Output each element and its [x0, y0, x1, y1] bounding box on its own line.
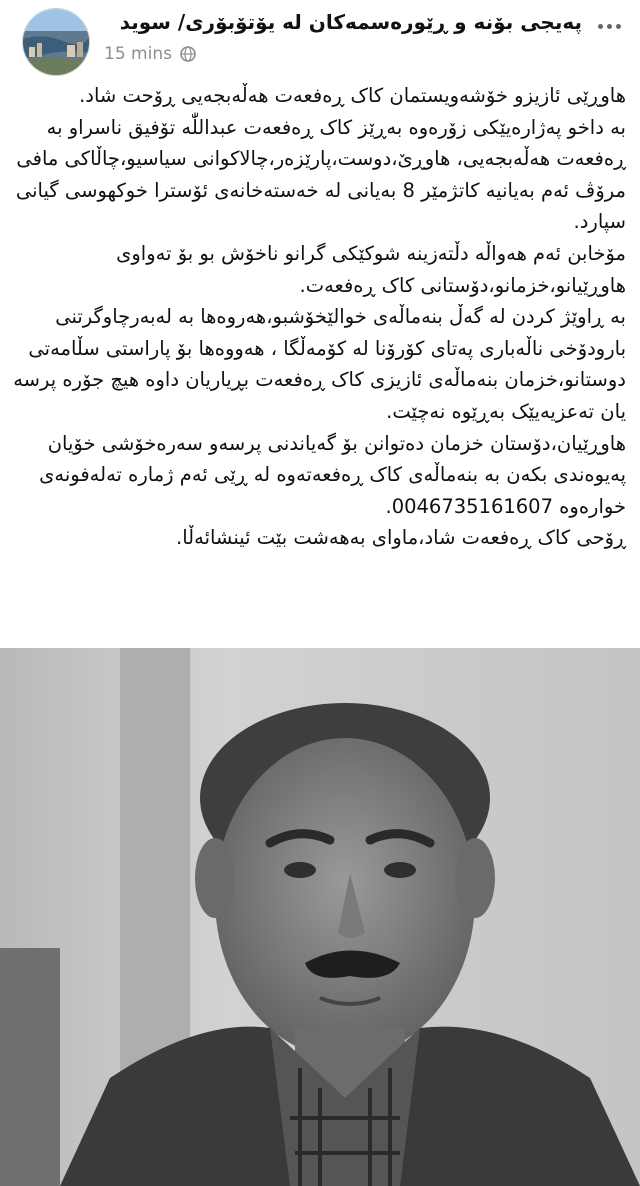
more-horizontal-icon — [598, 24, 603, 29]
post-paragraph: بە ڕاوێژ کردن لە گەڵ بنەماڵەی خوالێخۆشبو،هەروەها بە لەبەرچاوگرتنی بارودۆخی ناڵەباری پەتای کۆرۆنا لە کۆمەڵگا ، هەووەها بۆ پاراستی سڵامەتی دوستانو،خزمان بنەماڵەی ئازیزی کاک ڕەفعەت بڕیاریان داوە هیچ جۆرە پرسە یان تەعزیەیێک بەڕێوە نەچێت. — [13, 305, 626, 423]
post-header — [0, 0, 640, 78]
more-options-button[interactable] — [590, 14, 628, 38]
page-name[interactable]: پەیجی بۆنە و ڕێورەسمەکان لە یۆتۆبۆری/ سوید — [119, 10, 582, 34]
portrait-photo-image — [0, 648, 640, 1186]
post-paragraph: هاوڕێیان،دۆستان خزمان دەتوانن بۆ گەیاندنی پرسەو سەرەخۆشی خۆیان پەیوەندی بکەن بە بنەماڵەی کاک ڕەفعەتەوە لە ڕێی ئەم ژمارە تەلەفونەی خوارەوە 0046735161607. — [39, 431, 626, 518]
post-photo[interactable] — [0, 648, 640, 1186]
post-timestamp[interactable] — [104, 44, 196, 64]
post-paragraph: هاوڕێی ئازیزو خۆشەویستمان کاک ڕەفعەت هەڵەبجەیی ڕۆحت شاد. — [79, 84, 626, 107]
page-avatar[interactable] — [22, 8, 90, 76]
timestamp-text: 15 mins — [104, 44, 172, 64]
post-body — [8, 80, 626, 554]
post-paragraph: بە داخو پەژارەیێکی زۆرەوە بەڕێز کاک ڕەفعەت عبداللّٰە تۆفیق ناسراو بە ڕەفعەت هەڵەبجەیی، هاوڕێ،دوست،پارێزەر،چالاکوانی سیاسیو،چاڵاکی مافی مرۆڤ ئەم بەیانیە کاتژمێر 8 بەیانی لە خەستەخانەی ئۆسترا خوکھوسی گیانی سپارد. — [15, 115, 626, 234]
globe-icon — [180, 46, 196, 62]
post-paragraph: ڕۆحی کاک ڕەفعەت شاد،ماوای بەهەشت بێت ئینشائەڵا. — [176, 526, 626, 550]
city-skyline-avatar-image — [23, 9, 89, 75]
post-paragraph: مۆخابن ئەم هەواڵە دڵتەزینە شوکێکی گرانو ناخۆش بو بۆ تەواوی هاوڕێیانو،خزمانو،دۆستانی کاک ڕەفعەت. — [116, 241, 626, 297]
